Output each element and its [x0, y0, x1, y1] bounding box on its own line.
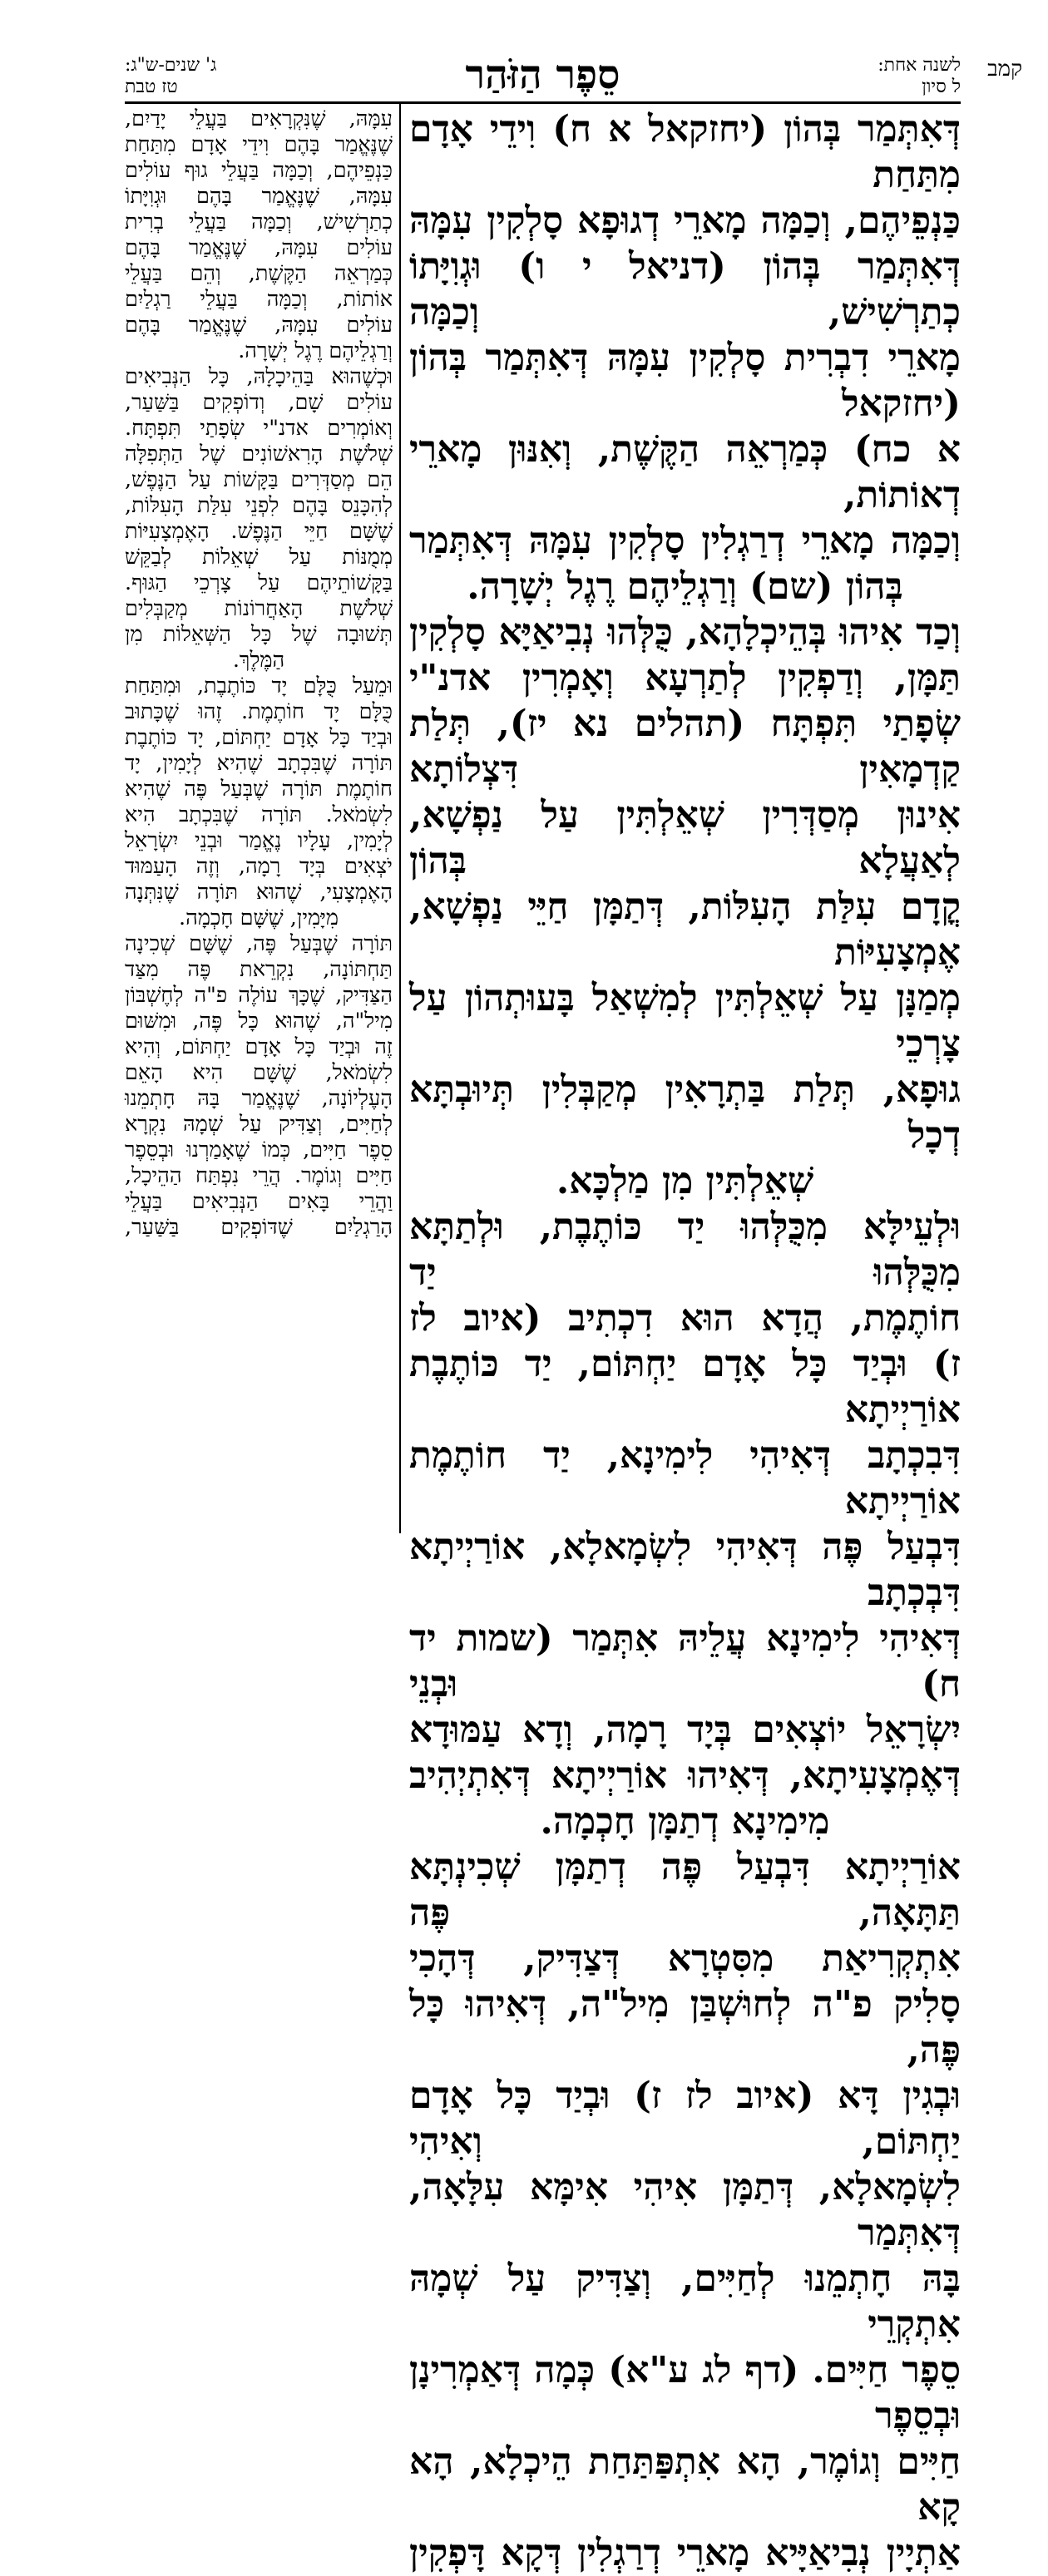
translation-line: זֶה וּבְיַד כָּל אָדָם יַחְתּוֹם, וְהִיא [125, 1034, 393, 1059]
main-text-line: אִינוּן מְסַדְּרִין שְׁאֵלְתִּין עַל נַפְשָׁא, לְאַעֲלָא בְּהוֹן [409, 794, 961, 882]
main-text-line: בָּהּ חָתְמֵנוּ לְחַיִּים, וְצַדִּיק עַל שְׁמָהּ אִתְקְרֵי [409, 2258, 961, 2346]
translation-line: שֶׁנֶּאֱמַר בָּהֶם וִידֵי אָדָם מִתַּחַת [125, 132, 393, 157]
main-text-line: דְּאִיהִי לִימִינָא עֲלֵיהּ אִתְּמַר (שמות יד ח) וּבְנֵי [409, 1617, 961, 1705]
translation-line: בַּקָּשׁוֹתֵיהֶם עַל צָרְכֵי הַגּוּף. [125, 570, 393, 595]
main-text-line: דְּאֶמְצָעִיתָא, דְּאִיהוּ אוֹרַיְיתָא דְּאִתְיְהִיב [409, 1754, 961, 1797]
translation-line: הָעֶלְיוֹנָה, שֶׁנֶּאֱמַר בָּהּ חָתְמֵנוּ [125, 1086, 393, 1111]
main-text-line: גוּפָא, תְּלַת בַּתְרָאִין מְקַבְּלִין תְּיוּבְתָּא דְכָל [409, 1068, 961, 1157]
main-text-line: לִשְׂמָאלָא, דְּתַמָּן אִיהִי אִימָּא עִלָּאָה, דְּאִתְּמַר [409, 2166, 961, 2254]
main-text-line: סֵפֶר חַיִּים. (דף לג ע"א) כְּמָה דְּאַמְרִינָן וּבְסֵפֶר [409, 2349, 961, 2437]
translation-line: כְתַרְשִׁישׁ, וְכַמָּה בַּעֲלֵי בְרִית [125, 210, 393, 234]
main-text-line: יִשְׂרָאֵל יוֹצְאִים בְּיָד רָמָה, וְדָא עַמּוּדָא [409, 1709, 961, 1751]
header-rule [125, 101, 961, 104]
translation-line: סֵפֶר חַיִּים, כְּמוֹ שֶׁאָמַרְנוּ וּבְסֵפֶר [125, 1137, 393, 1162]
translation-line: אוֹתוֹת, וְכַמָּה בַּעֲלֵי רַגְלַיִם [125, 287, 393, 312]
main-text-line: מָארֵי דִבְרִית סָלְקִין עִמָּהּ דְּאִתְּמַר בְּהוֹן (יחזקאל [409, 337, 961, 425]
main-text-line: אִתְקְרִיאַת מִסִּטְרָא דְּצַדִּיק, דְּהָכִי [409, 1937, 961, 1980]
main-text-line: אוֹרַיְיתָא דִּבְעַל פֶּה דְתַמָּן שְׁכִינְתָּא תַּתָּאָה, פֶּה [409, 1846, 961, 1934]
page-header [125, 52, 1022, 103]
translation-line: שֶׁשָּׁם חַיֵּי הַנֶּפֶשׁ. הָאֶמְצָעִיּוֹת [125, 519, 393, 544]
translation-line: יֹצְאִים בְּיָד רָמָה, וְזֶה הָעַמּוּד [125, 854, 393, 879]
translation-line: וַהֲרֵי בָּאִים הַנְּבִיאִים בַּעֲלֵי [125, 1189, 393, 1214]
header-left-info [125, 55, 216, 98]
translation-line: תּוֹרָה שֶׁבְּעַל פֶּה, שֶׁשָּׁם שְׁכִינָה [125, 931, 393, 956]
main-text-line: אַתְיָין נְבִיאַיָּיא מָארֵי דְרַגְלִין דְּקָא דָּפְקִין [409, 2532, 961, 2574]
main-text-line: שְׁאֵלְתִּין מִן מַלְכָּא. [556, 1160, 814, 1202]
main-text-line: מְמַנָּן עַל שְׁאֵלְתִּין לְמִשְׁאַל בָּעוּתְהוֹן עַל צָרְכֵי [409, 977, 961, 1065]
translation-line: מִיָּמִין, שֶׁשָּׁם חָכְמָה. [179, 906, 339, 930]
book-title: סֵפֶר הַזֹּהַר [465, 52, 620, 98]
translation-line: עִמָּהּ, שֶׁנֶּאֱמַר בָּהֶם וּגְוִיָּתוֹ [125, 184, 393, 209]
translation-line: שְׁלֹשֶׁת הָרִאשׁוֹנִים שֶׁל הַתְּפִלָּה [125, 442, 393, 466]
translation-line: הַמֶּלֶךְ. [232, 648, 285, 673]
translation-line: הָרַגְלַיִם שֶׁדּוֹפְקִים בַּשַּׁעַר, [125, 1215, 393, 1240]
translation-line: וּבְיַד כָּל אָדָם יַחְתּוֹם, יָד כּוֹתֶבֶת [125, 725, 393, 750]
translation-line: לְחַיִּים, וְצַדִּיק עַל שְׁמָהּ נִקְרָא [125, 1112, 393, 1137]
main-text-line: בְּהוֹן (שם) וְרַגְלֵיהֶם רֶגֶל יְשָׁרָה. [467, 565, 903, 608]
main-text-line: וּבְגִין דָּא (איוב לז ז) וּבְיַד כָּל אָדָם יַחְתּוֹם, וְאִיהִי [409, 2075, 961, 2163]
main-text-line: דְּאִתְּמַר בְּהוֹן (יחזקאל א ח) וִידֵי אָדָם מִתַּחַת [409, 108, 961, 196]
main-text-line: שְׂפָתַי תִּפְתָּח (תהלים נא יז), תְּלַת קַדְמָאִין דִּצְלוֹתָא [409, 703, 961, 791]
header-left-line2: טז טבת [125, 76, 178, 97]
main-text-line: דִּבִכְתָב דְּאִיהִי לִימִינָא, יַד חוֹתֶמֶת אוֹרַיְיתָא [409, 1434, 961, 1522]
main-text-line: ז) וּבְיַד כָּל אָדָם יַחְתּוֹם, יַד כּוֹתֶבֶת אוֹרַיְיתָא [409, 1343, 961, 1431]
translation-line: עוֹלִים עִמָּהּ, שֶׁנֶּאֱמַר בָּהֶם [125, 313, 393, 338]
translation-line: חוֹתֶמֶת תּוֹרָה שֶׁבְּעַל פֶּה שֶׁהִיא [125, 777, 393, 802]
translation-line: הַצַּדִּיק, שֶׁכָּךְ עוֹלֶה פ"ה לְחֶשְׁבּוֹן [125, 983, 393, 1008]
header-right-line2: ל סיון [922, 76, 961, 97]
translation-line: עוֹלִים עִמָּהּ, שֶׁנֶּאֱמַר בָּהֶם [125, 235, 393, 260]
translation-line: וּמֵעַל כֻּלָּם יָד כּוֹתֶבֶת, וּמִתַּחַת [125, 674, 393, 698]
main-text-line: חוֹתֶמֶת, הֲדָא הוּא דִכְתִיב (איוב לז [409, 1297, 961, 1340]
main-text-line: דִּבְעַל פֶּה דְּאִיהִי לִשְׂמָאלָא, אוֹרַיְיתָא דִּבְכְתָב [409, 1526, 961, 1614]
main-text-line: כַּנְפֵיהֶם, וְכַמָּה מָארֵי דְגוּפָא סָלְקִין עִמָּהּ [409, 200, 961, 242]
translation-line: כַּנְפֵיהֶם, וְכַמָּה בַּעֲלֵי גוּף עוֹלִים [125, 158, 393, 183]
translation-line: תּוֹרָה שֶׁבִּכְתָב שֶׁהִיא לְיָמִין, יָד [125, 751, 393, 776]
main-text-line: דְּאִתְּמַר בְּהוֹן (דניאל י ו) וּגְוִיָּתוֹ כְתַרְשִׁישׁ, וְכַמָּה [409, 245, 961, 333]
translation-line: הֵם מְסַדְּרִים בַּקָּשׁוֹת עַל הַנֶּפֶשׁ, [125, 467, 393, 492]
translation-line: לְיָמִין, עָלָיו נֶאֱמַר וּבְנֵי יִשְׂרָאֵל [125, 828, 393, 853]
main-text-line: חַיִּים וְגוֹמֶר, הָא אִתְפַּתַּחַת הֵיכְלָא, הָא קָא [409, 2440, 961, 2529]
translation-line: כֻּלָּם יָד חוֹתֶמֶת. זֶהוּ שֶׁכָּתוּב [125, 699, 393, 724]
translation-line: מִיל"ה, שֶׁהוּא כָּל פֶּה, וּמִשּׁוּם [125, 1009, 393, 1034]
translation-line: וּכְשֶׁהוּא בַּהֵיכָלָהּ, כָּל הַנְּבִיאִים [125, 364, 393, 389]
translation-column [125, 106, 393, 1538]
header-right-line1: לשנה אחת: [877, 55, 961, 76]
translation-line: וְאוֹמְרִים אדנ"י שְׂפָתַי תִּפְתָּח. [125, 416, 393, 441]
translation-line: לְהִכָּנֵס בָּהֶם לִפְנֵי עִלַּת הָעִלּוֹת, [125, 493, 393, 518]
translation-line: מְמֻנּוֹת עַל שְׁאֵלוֹת לְבַקֵּשׁ [125, 545, 393, 570]
translation-line: לִשְׂמֹאל, שֶׁשָּׁם הִיא הָאֵם [125, 1060, 393, 1085]
main-text-line: וּלְעֵילָּא מִכֻּלְּהוּ יַד כּוֹתֶבֶת, וּלְתַתָּא מִכֻּלְּהוּ יַד [409, 1206, 961, 1294]
main-text-line: קֳדָם עִלַּת הָעִלּוֹת, דְּתַמָּן חַיֵּי נַפְשָׁא, אֶמְצָעִיּוֹת [409, 886, 961, 974]
page-number: קמב [987, 57, 1022, 81]
main-text-line: וְכַד אִיהוּ בְּהֵיכְלָהָא, כֻּלְּהוּ נְבִיאַיָּא סָלְקִין [409, 611, 961, 654]
translation-line: כְּמַרְאֵה הַקֶּשֶׁת, וְהֵם בַּעֲלֵי [125, 261, 393, 286]
main-text-line: א כח) כְּמַרְאֵה הַקֶּשֶׁת, וְאִנּוּן מָארֵי דְאוֹתוֹת, [409, 428, 961, 516]
main-text-line: תַּמָּן, וְדַפְקִין לְתַרְעָא וְאָמְרִין אדנ"י [409, 657, 961, 699]
translation-line: חַיִּים וְגוֹמֶר. הֲרֵי נִפְתַּח הַהֵיכָל, [125, 1163, 393, 1188]
translation-line: עוֹלִים שָׁם, וְדוֹפְקִים בַּשַּׁעַר, [125, 390, 393, 415]
translation-line: וְרַגְלֵיהֶם רֶגֶל יְשָׁרָה. [238, 338, 393, 363]
main-text-line: סָלִיק פ"ה לְחוּשְׁבַּן מִיל"ה, דְּאִיהוּ כָּל פֶּה, [409, 1983, 961, 2071]
main-text-line: מִימִינָא דְתַמָּן חָכְמָה. [540, 1800, 830, 1843]
translation-line: שְׁלֹשֶׁת הָאַחֲרוֹנוֹת מְקַבְּלִים [125, 596, 393, 621]
column-divider [399, 103, 401, 1533]
translation-line: הָאֶמְצָעִי, שֶׁהוּא תּוֹרָה שֶׁנִּתְּנָה [125, 880, 393, 905]
main-text-column [409, 106, 961, 2574]
header-left-line1: ג' שנים-ש"ג: [125, 55, 217, 76]
translation-line: לִשְׂמֹאל. תּוֹרָה שֶׁבִּכְתָב הִיא [125, 802, 393, 827]
main-text-line: וְכַמָּה מָארֵי דְרַגְלִין סָלְקִין עִמָּהּ דְּאִתְּמַר [409, 520, 961, 562]
translation-line: תַּחְתּוֹנָה, נִקְרֵאת פֶּה מִצַּד [125, 957, 393, 982]
translation-line: תְּשׁוּבָה שֶׁל כָּל הַשְּׁאֵלוֹת מִן [125, 622, 393, 647]
translation-line: עִמָּהּ, שֶׁנִּקְרָאִים בַּעֲלֵי יָדַיִם, [125, 106, 393, 131]
